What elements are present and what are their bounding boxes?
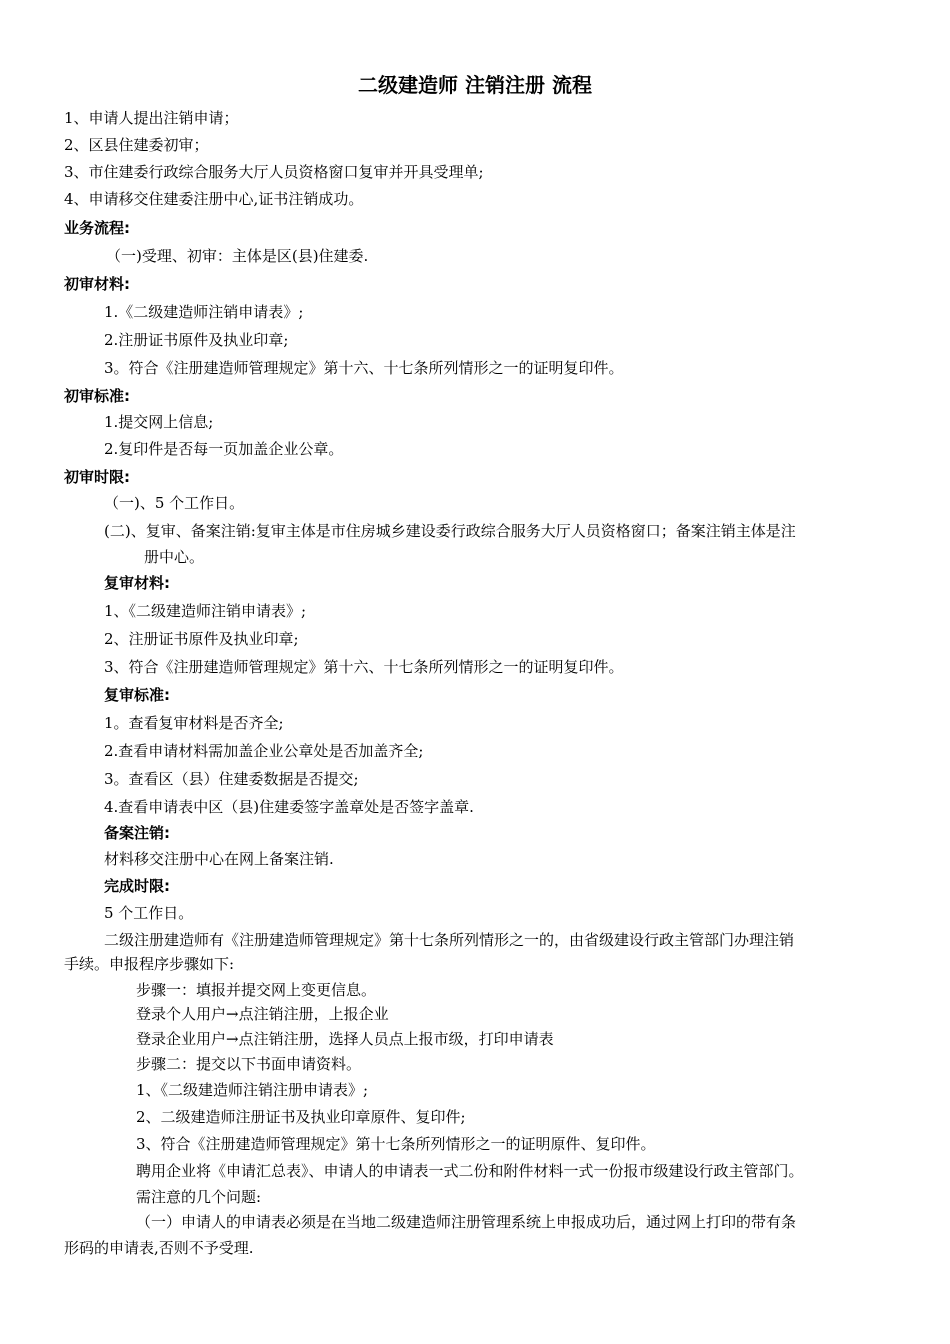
procedure-line: 聘用企业将《申请汇总表》、申请人的申请表一式二份和附件材料一式一份报市级建设行政主管部门。 [136,1162,804,1180]
procedure-line: 步骤二：提交以下书面申请资料。 [136,1055,362,1073]
review-material-item: 3、符合《注册建造师管理规定》第十六、十七条所列情形之一的证明复印件。 [104,658,624,676]
procedure-line: 需注意的几个问题: [136,1188,262,1206]
review-standards-heading: 复审标准: [104,686,170,704]
initial-standards-heading: 初审标准: [64,387,130,405]
completion-text: 5 个工作日。 [104,904,194,922]
filing-text: 材料移交注册中心在网上备案注销. [104,850,334,868]
filing-heading: 备案注销: [104,824,170,842]
document-title: 二级建造师 注销注册 流程 [358,73,592,97]
review-materials-heading: 复审材料: [104,574,170,592]
note-line: （一）申请人的申请表必须是在当地二级建造师注册管理系统上申报成功后，通过网上打印的带有条 [136,1213,797,1231]
procedure-line: 1、《二级建造师注销注册申请表》; [136,1081,369,1099]
step-item: 1、申请人提出注销申请； [64,109,239,127]
step-item: 4、申请移交住建委注册中心,证书注销成功。 [64,190,364,208]
review-material-item: 1、《二级建造师注销申请表》; [104,602,307,620]
business-flow-heading: 业务流程: [64,219,130,237]
review-standard-item: 2.查看申请材料需加盖企业公章处是否加盖齐全; [104,742,424,760]
initial-time-text: （一)、5 个工作日。 [104,494,245,512]
paragraph-line: 手续。申报程序步骤如下: [64,955,235,973]
initial-materials-heading: 初审材料: [64,275,130,293]
review-material-item: 2、注册证书原件及执业印章; [104,630,299,648]
paragraph-line: 二级注册建造师有《注册建造师管理规定》第十七条所列情形之一的，由省级建设行政主管部门办理注销 [104,931,795,949]
procedure-line: 步骤一：填报并提交网上变更信息。 [136,981,377,999]
procedure-line: 2、二级建造师注册证书及执业印章原件、复印件; [136,1108,466,1126]
procedure-line: 登录个人用户→点注销注册，上报企业 [136,1005,389,1023]
stage-two-text: (二)、复审、备案注销:复审主体是市住房城乡建设委行政综合服务大厅人员资格窗口；备案注销主体是注 [104,522,796,540]
initial-time-heading: 初审时限: [64,468,130,486]
review-standard-item: 4.查看申请表中区（县)住建委签字盖章处是否签字盖章. [104,798,474,816]
initial-standard-item: 2.复印件是否每一页加盖企业公章。 [104,440,344,458]
review-standard-item: 3。查看区（县）住建委数据是否提交; [104,770,359,788]
procedure-line: 登录企业用户→点注销注册，选择人员点上报市级，打印申请表 [136,1030,554,1048]
initial-material-item: 2.注册证书原件及执业印章; [104,331,289,349]
initial-material-item: 3。符合《注册建造师管理规定》第十六、十七条所列情形之一的证明复印件。 [104,359,624,377]
stage-one-text: （一)受理、初审：主体是区(县)住建委. [106,247,369,265]
stage-two-text-continued: 册中心。 [144,548,205,566]
procedure-line: 3、符合《注册建造师管理规定》第十七条所列情形之一的证明原件、复印件。 [136,1135,656,1153]
initial-material-item: 1.《二级建造师注销申请表》; [104,303,304,321]
completion-heading: 完成时限: [104,877,170,895]
step-item: 2、区县住建委初审； [64,136,209,154]
initial-standard-item: 1.提交网上信息; [104,413,214,431]
step-item: 3、市住建委行政综合服务大厅人员资格窗口复审并开具受理单; [64,163,484,181]
review-standard-item: 1。查看复审材料是否齐全; [104,714,284,732]
note-line: 形码的申请表,否则不予受理. [64,1239,254,1257]
